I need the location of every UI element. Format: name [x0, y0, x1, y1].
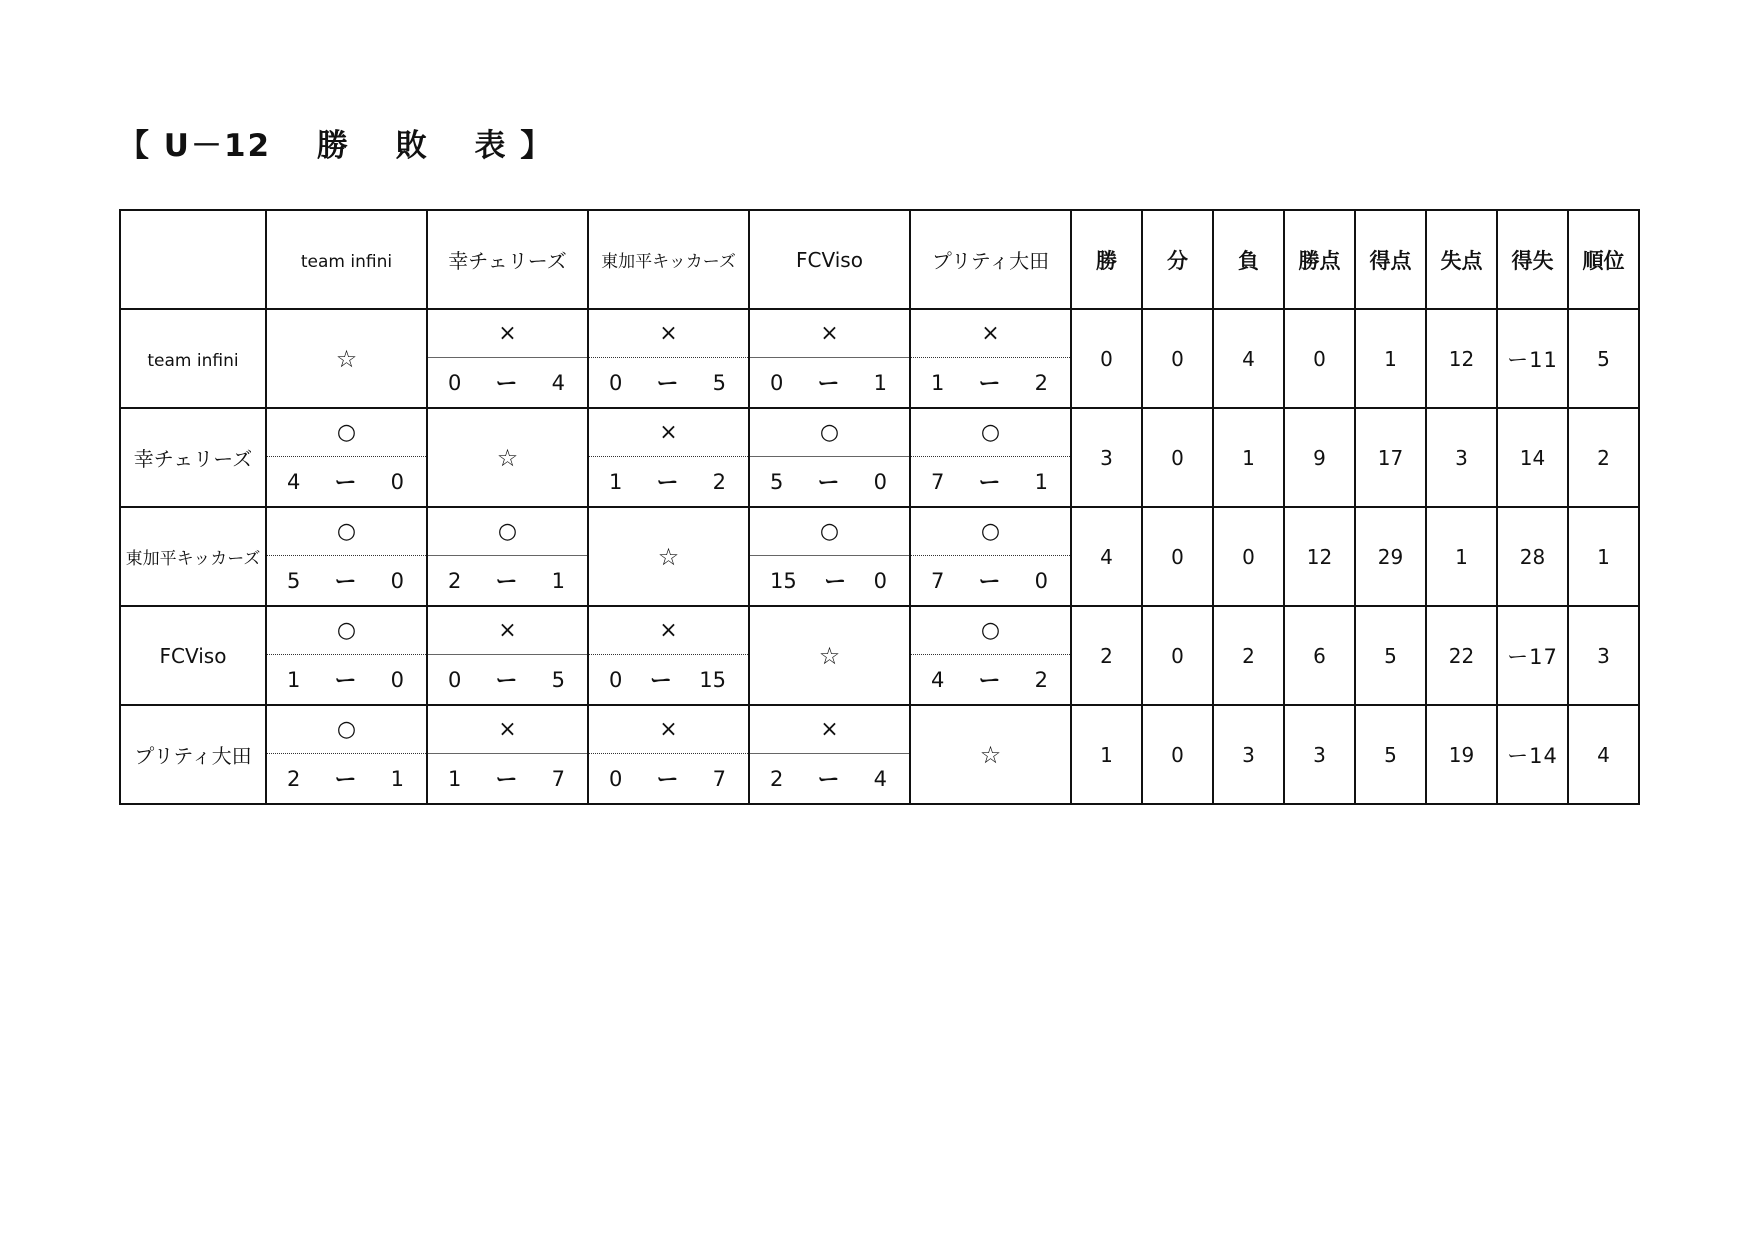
match-result-cell	[427, 606, 588, 705]
stat-cell-rank	[1568, 606, 1639, 705]
stat-value: 0	[1171, 643, 1184, 668]
stat-cell-goals-against	[1426, 507, 1497, 606]
stat-value: 6	[1313, 643, 1326, 668]
stat-value: 29	[1377, 544, 1404, 569]
row-header-team	[120, 606, 266, 705]
team-header-label: 幸チェリーズ	[448, 249, 567, 273]
score-against: 5	[551, 667, 565, 692]
stat-cell-goals-for	[1355, 705, 1426, 804]
score-for: 1	[609, 469, 623, 494]
column-header-stat	[1426, 210, 1497, 309]
match-score	[267, 457, 426, 506]
score-for: 5	[287, 568, 301, 593]
stat-header-label: 負	[1238, 248, 1259, 273]
team-header-label: FCViso	[796, 247, 863, 272]
column-header-team	[266, 210, 427, 309]
stat-cell-rank	[1568, 309, 1639, 408]
score-separator: ー	[334, 570, 357, 595]
match-result	[428, 607, 587, 704]
stat-header-label: 分	[1167, 248, 1188, 273]
stat-cell-losses	[1213, 705, 1284, 804]
match-result	[428, 508, 587, 605]
stat-value: ー11	[1507, 347, 1558, 372]
score-against: 5	[712, 370, 726, 395]
stat-cell-wins	[1071, 507, 1142, 606]
stat-value: 14	[1519, 445, 1546, 470]
stat-value: ー14	[1507, 743, 1558, 768]
match-result-cell	[910, 408, 1071, 507]
score-separator: ー	[495, 669, 518, 694]
loss-mark-icon: ×	[911, 310, 1070, 358]
match-result-cell	[588, 705, 749, 804]
stat-value: 1	[1242, 445, 1255, 470]
match-result-cell	[910, 606, 1071, 705]
stat-value: 3	[1597, 643, 1610, 668]
score-separator: ー	[495, 570, 518, 595]
stat-cell-wins	[1071, 705, 1142, 804]
match-score	[267, 655, 426, 704]
match-result	[589, 310, 748, 407]
match-score	[750, 457, 909, 506]
match-result	[589, 409, 748, 506]
match-score	[428, 754, 587, 803]
stat-value: 5	[1597, 346, 1610, 371]
stat-value: 3	[1313, 742, 1326, 767]
score-for: 2	[448, 568, 462, 593]
match-result-cell	[910, 309, 1071, 408]
score-for: 7	[931, 568, 945, 593]
match-score	[911, 358, 1070, 407]
match-result	[267, 409, 426, 506]
stat-header-label: 勝	[1096, 248, 1117, 273]
stat-value: 4	[1100, 544, 1113, 569]
stat-cell-losses	[1213, 606, 1284, 705]
match-score	[750, 754, 909, 803]
loss-mark-icon: ×	[589, 607, 748, 655]
match-result-cell	[749, 705, 910, 804]
stat-value: 28	[1519, 544, 1546, 569]
stat-value: 0	[1171, 346, 1184, 371]
score-against: 0	[390, 667, 404, 692]
header-row	[120, 210, 1639, 309]
stat-cell-goals-for	[1355, 606, 1426, 705]
match-result-cell	[749, 507, 910, 606]
stat-value: 4	[1242, 346, 1255, 371]
score-for: 0	[609, 370, 623, 395]
match-result	[750, 409, 909, 506]
stat-header-label: 失点	[1440, 248, 1483, 273]
stat-value: 12	[1306, 544, 1333, 569]
score-against: 0	[390, 568, 404, 593]
column-header-stat	[1071, 210, 1142, 309]
score-against: 4	[873, 766, 887, 791]
match-result-cell	[749, 309, 910, 408]
match-score	[911, 457, 1070, 506]
row-header-team	[120, 705, 266, 804]
stat-cell-draws	[1142, 309, 1213, 408]
stat-cell-draws	[1142, 606, 1213, 705]
score-for: 0	[448, 370, 462, 395]
self-match-cell	[266, 309, 427, 408]
score-against: 4	[551, 370, 565, 395]
stat-value: 19	[1448, 742, 1475, 767]
win-mark-icon: ○	[911, 607, 1070, 655]
match-result-cell	[910, 507, 1071, 606]
match-result	[750, 508, 909, 605]
match-result	[750, 706, 909, 803]
loss-mark-icon: ×	[750, 310, 909, 358]
stat-cell-goal-difference	[1497, 606, 1568, 705]
match-result	[589, 607, 748, 704]
self-match-cell	[427, 408, 588, 507]
row-header-team	[120, 309, 266, 408]
team-header-label: プリティ大田	[931, 249, 1050, 273]
score-for: 4	[287, 469, 301, 494]
score-for: 0	[448, 667, 462, 692]
stat-cell-goals-for	[1355, 408, 1426, 507]
match-result-cell	[266, 705, 427, 804]
table-row	[120, 507, 1639, 606]
stat-header-label: 得点	[1369, 248, 1412, 273]
score-separator: ー	[978, 570, 1001, 595]
standings-table	[119, 209, 1640, 805]
stat-value: 1	[1455, 544, 1468, 569]
stat-value: 4	[1597, 742, 1610, 767]
stat-cell-draws	[1142, 705, 1213, 804]
score-separator: ー	[817, 471, 840, 496]
score-for: 1	[448, 766, 462, 791]
self-match-cell	[588, 507, 749, 606]
win-mark-icon: ○	[911, 508, 1070, 556]
stat-cell-goal-difference	[1497, 507, 1568, 606]
score-separator: ー	[656, 372, 679, 397]
match-score	[589, 358, 748, 407]
match-result-cell	[266, 507, 427, 606]
score-against: 7	[712, 766, 726, 791]
stat-cell-draws	[1142, 408, 1213, 507]
score-against: 1	[873, 370, 887, 395]
stat-cell-losses	[1213, 309, 1284, 408]
match-result-cell	[427, 507, 588, 606]
stat-cell-losses	[1213, 408, 1284, 507]
match-result	[428, 310, 587, 407]
match-result-cell	[266, 408, 427, 507]
score-against: 0	[390, 469, 404, 494]
corner-cell	[120, 210, 266, 309]
win-mark-icon: ○	[911, 409, 1070, 457]
stat-value: 2	[1100, 643, 1113, 668]
score-against: 0	[1034, 568, 1048, 593]
score-separator: ー	[334, 768, 357, 793]
stat-value: 2	[1242, 643, 1255, 668]
stat-value: 0	[1313, 346, 1326, 371]
score-against: 15	[699, 667, 726, 692]
loss-mark-icon: ×	[589, 310, 748, 358]
score-for: 4	[931, 667, 945, 692]
score-separator: ー	[649, 669, 672, 694]
stat-cell-goals-against	[1426, 408, 1497, 507]
match-result	[267, 706, 426, 803]
stat-cell-points	[1284, 507, 1355, 606]
match-result	[589, 706, 748, 803]
match-result	[267, 607, 426, 704]
match-score	[589, 754, 748, 803]
self-match-cell	[749, 606, 910, 705]
win-mark-icon: ○	[267, 706, 426, 754]
match-result	[428, 706, 587, 803]
stat-value: 0	[1171, 742, 1184, 767]
stat-value: 1	[1384, 346, 1397, 371]
stat-cell-points	[1284, 408, 1355, 507]
score-against: 2	[712, 469, 726, 494]
column-header-team	[427, 210, 588, 309]
stat-cell-wins	[1071, 606, 1142, 705]
match-score	[428, 358, 587, 407]
score-separator: ー	[656, 471, 679, 496]
stat-cell-points	[1284, 705, 1355, 804]
score-against: 0	[873, 469, 887, 494]
stat-cell-goals-against	[1426, 309, 1497, 408]
star-icon: ☆	[818, 641, 841, 670]
stat-cell-goal-difference	[1497, 309, 1568, 408]
stat-value: 17	[1377, 445, 1404, 470]
stat-value: 9	[1313, 445, 1326, 470]
self-match-cell	[910, 705, 1071, 804]
score-separator: ー	[824, 570, 847, 595]
score-separator: ー	[978, 669, 1001, 694]
stat-value: 0	[1171, 544, 1184, 569]
match-score	[911, 655, 1070, 704]
score-separator: ー	[656, 768, 679, 793]
score-for: 0	[609, 766, 623, 791]
stat-value: ー17	[1507, 644, 1558, 669]
stat-header-label: 順位	[1582, 248, 1625, 273]
score-separator: ー	[817, 372, 840, 397]
score-against: 2	[1034, 667, 1048, 692]
match-result	[911, 607, 1070, 704]
column-header-stat	[1568, 210, 1639, 309]
match-result-cell	[588, 408, 749, 507]
table-row	[120, 408, 1639, 507]
match-score	[428, 556, 587, 605]
stat-value: 3	[1242, 742, 1255, 767]
match-score	[267, 754, 426, 803]
win-mark-icon: ○	[750, 508, 909, 556]
match-result	[911, 310, 1070, 407]
stat-header-label: 得失	[1511, 248, 1554, 273]
table-row	[120, 705, 1639, 804]
match-result	[911, 409, 1070, 506]
row-header-team	[120, 507, 266, 606]
score-for: 0	[609, 667, 623, 692]
stat-value: 0	[1242, 544, 1255, 569]
stat-value: 5	[1384, 742, 1397, 767]
loss-mark-icon: ×	[428, 706, 587, 754]
stat-value: 22	[1448, 643, 1475, 668]
stat-cell-goals-for	[1355, 507, 1426, 606]
match-result	[267, 508, 426, 605]
match-result-cell	[588, 606, 749, 705]
loss-mark-icon: ×	[428, 607, 587, 655]
score-separator: ー	[495, 372, 518, 397]
win-mark-icon: ○	[267, 409, 426, 457]
stat-value: 3	[1100, 445, 1113, 470]
stat-cell-wins	[1071, 309, 1142, 408]
match-score	[428, 655, 587, 704]
team-row-label: team infini	[147, 350, 239, 371]
match-score	[589, 655, 748, 704]
stat-cell-goal-difference	[1497, 705, 1568, 804]
team-header-label: team infini	[300, 251, 393, 272]
stat-value: 1	[1100, 742, 1113, 767]
star-icon: ☆	[657, 542, 680, 571]
score-against: 1	[1034, 469, 1048, 494]
stat-value: 1	[1597, 544, 1610, 569]
table-row	[120, 309, 1639, 408]
column-header-team	[588, 210, 749, 309]
score-against: 7	[551, 766, 565, 791]
match-result-cell	[427, 309, 588, 408]
column-header-team	[910, 210, 1071, 309]
stat-cell-goals-against	[1426, 606, 1497, 705]
team-row-label: プリティ大田	[134, 744, 252, 768]
row-header-team	[120, 408, 266, 507]
stat-value: 0	[1171, 445, 1184, 470]
team-header-label: 東加平キッカーズ	[601, 252, 736, 272]
stat-cell-wins	[1071, 408, 1142, 507]
score-for: 7	[931, 469, 945, 494]
win-mark-icon: ○	[750, 409, 909, 457]
loss-mark-icon: ×	[589, 706, 748, 754]
score-for: 2	[287, 766, 301, 791]
win-mark-icon: ○	[267, 508, 426, 556]
team-row-label: FCViso	[159, 643, 227, 668]
stat-cell-goals-for	[1355, 309, 1426, 408]
stat-cell-rank	[1568, 507, 1639, 606]
stat-cell-draws	[1142, 507, 1213, 606]
match-score	[589, 457, 748, 506]
stat-value: 0	[1100, 346, 1113, 371]
score-for: 2	[770, 766, 784, 791]
score-against: 1	[390, 766, 404, 791]
table-row	[120, 606, 1639, 705]
match-result-cell	[266, 606, 427, 705]
score-against: 2	[1034, 370, 1048, 395]
stat-value: 12	[1448, 346, 1475, 371]
match-score	[750, 556, 909, 605]
score-for: 1	[931, 370, 945, 395]
match-result-cell	[749, 408, 910, 507]
score-separator: ー	[817, 768, 840, 793]
column-header-stat	[1213, 210, 1284, 309]
stat-cell-rank	[1568, 408, 1639, 507]
score-for: 15	[770, 568, 797, 593]
score-separator: ー	[334, 471, 357, 496]
team-row-label: 東加平キッカーズ	[125, 549, 261, 569]
match-result-cell	[427, 705, 588, 804]
score-separator: ー	[978, 471, 1001, 496]
stat-value: 3	[1455, 445, 1468, 470]
score-for: 0	[770, 370, 784, 395]
column-header-stat	[1284, 210, 1355, 309]
stat-cell-goal-difference	[1497, 408, 1568, 507]
match-score	[911, 556, 1070, 605]
stat-cell-rank	[1568, 705, 1639, 804]
score-against: 0	[873, 568, 887, 593]
match-score	[267, 556, 426, 605]
column-header-stat	[1355, 210, 1426, 309]
loss-mark-icon: ×	[428, 310, 587, 358]
team-row-label: 幸チェリーズ	[133, 447, 253, 471]
match-score	[750, 358, 909, 407]
stat-cell-points	[1284, 606, 1355, 705]
star-icon: ☆	[496, 443, 519, 472]
loss-mark-icon: ×	[589, 409, 748, 457]
stat-value: 5	[1384, 643, 1397, 668]
stat-value: 2	[1597, 445, 1610, 470]
stat-cell-points	[1284, 309, 1355, 408]
stat-cell-goals-against	[1426, 705, 1497, 804]
score-separator: ー	[334, 669, 357, 694]
column-header-stat	[1497, 210, 1568, 309]
win-mark-icon: ○	[267, 607, 426, 655]
star-icon: ☆	[979, 740, 1002, 769]
match-result	[911, 508, 1070, 605]
win-mark-icon: ○	[428, 508, 587, 556]
stat-cell-losses	[1213, 507, 1284, 606]
stat-header-label: 勝点	[1298, 248, 1341, 273]
score-separator: ー	[978, 372, 1001, 397]
score-for: 5	[770, 469, 784, 494]
score-separator: ー	[495, 768, 518, 793]
match-result-cell	[588, 309, 749, 408]
loss-mark-icon: ×	[750, 706, 909, 754]
match-result	[750, 310, 909, 407]
star-icon: ☆	[335, 344, 358, 373]
score-for: 1	[287, 667, 301, 692]
page-title: 【 U－12 勝 敗 表 】	[118, 128, 554, 164]
column-header-team	[749, 210, 910, 309]
column-header-stat	[1142, 210, 1213, 309]
score-against: 1	[551, 568, 565, 593]
